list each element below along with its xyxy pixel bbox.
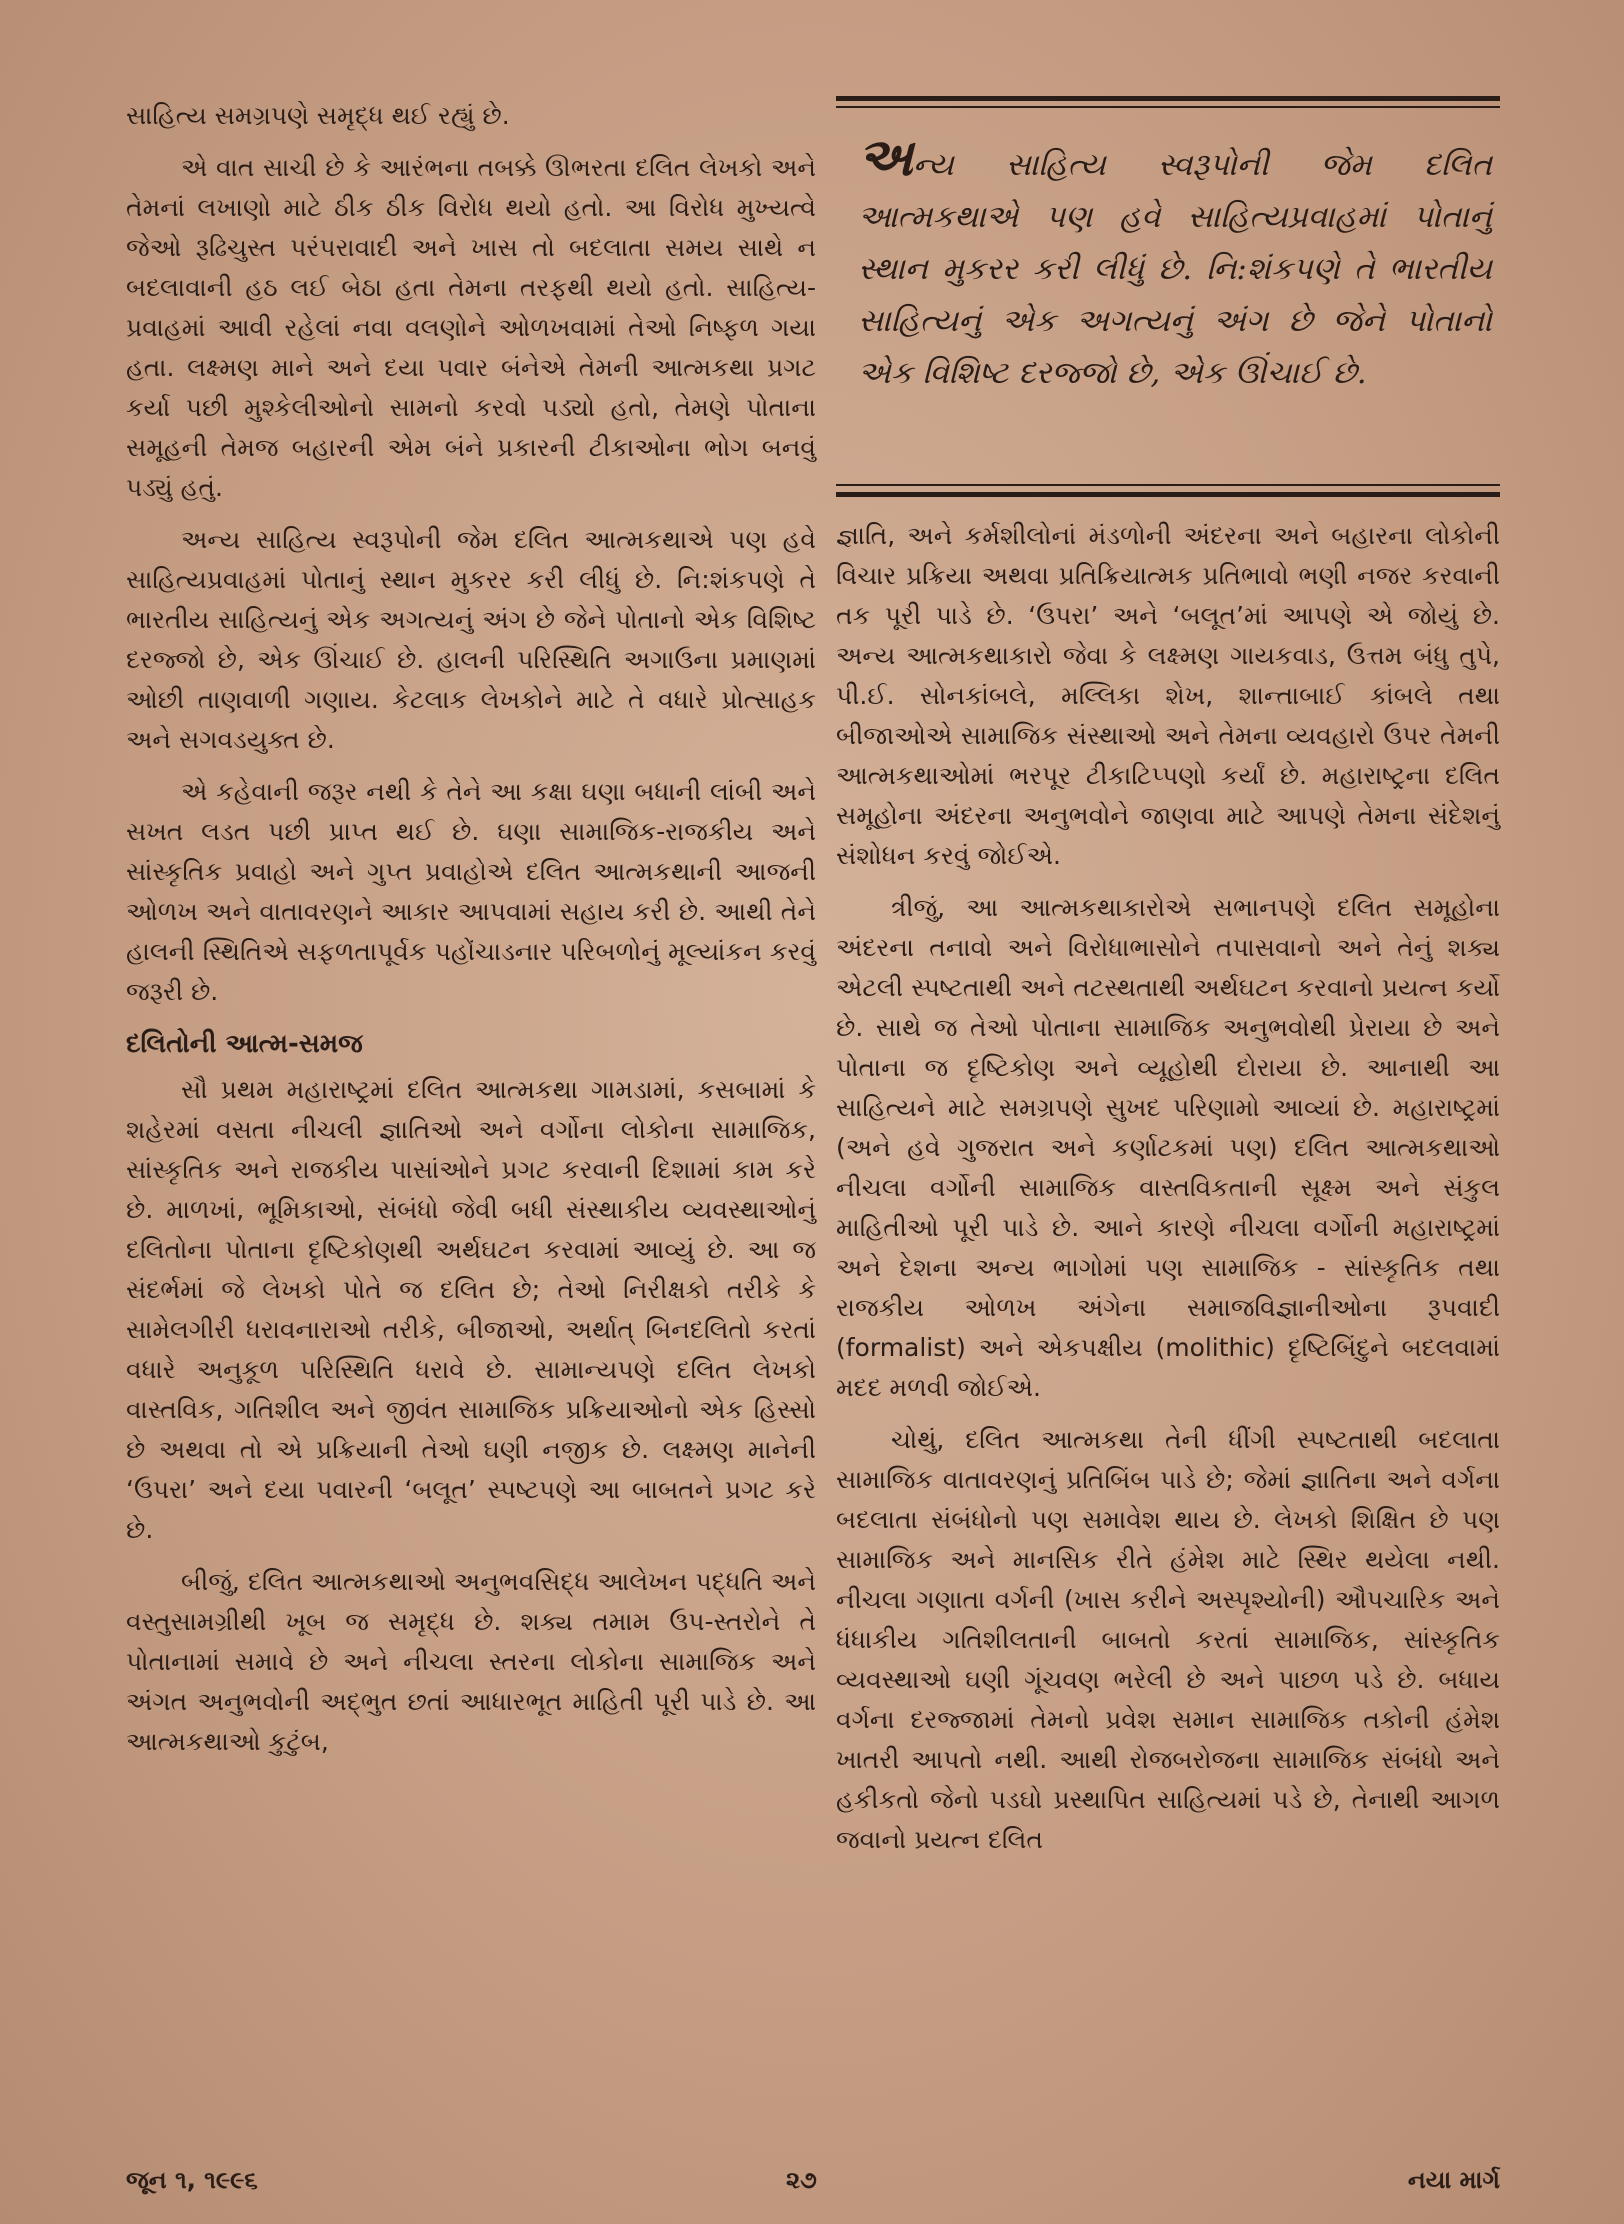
paragraph: જ્ઞાતિ, અને કર્મશીલોનાં મંડળોની અંદરના અને બહારના લોકોની વિચાર પ્રક્રિયા અથવા પ્રતિક્રિયાત્મક પ્રતિભાવો ભણી નજર કરવાની તક પૂરી પાડે છે. ‘ઉપરા’ અને ‘બલૂત’માં આપણે એ જોયું છે. અન્ય આત્મકથાકારો જેવા કે લક્ષ્મણ ગાયકવાડ, ઉત્તમ બંધુ તુપે, પી.ઈ. સોનકાંબલે, મલ્લિકા શેખ, શાન્તાબાઈ કાંબલે તથા બીજાઓએ સામાજિક સંસ્થાઓ અને તેમના વ્યવહારો ઉપર તેમની આત્મકથાઓમાં ભરપૂર ટીકાટિપ્પણો કર્યાં છે. મહારાષ્ટ્રના દલિત સમૂહોના અંદરના અનુભવોને જાણવા માટે આપણે તેમના સંદેશનું સંશોધન કરવું જોઈએ. xyxy=(836,521,1500,870)
paragraph: ચોથું, દલિત આત્મકથા તેની ધીંગી સ્પષ્ટતાથી બદલાતા સામાજિક વાતાવરણનું પ્રતિબિંબ પાડે છે; જેમાં જ્ઞાતિના અને વર્ગના બદલાતા સંબંધોનો પણ સમાવેશ થાય છે. લેખકો શિક્ષિત છે પણ સામાજિક અને માનસિક રીતે હંમેશ માટે સ્થિર થયેલા નથી. નીચલા ગણાતા વર્ગની (ખાસ કરીને અસ્પૃશ્યોની) ઔપચારિક અને ધંધાકીય ગતિશીલતાની બાબતો કરતાં સામાજિક, સાંસ્કૃતિક વ્યવસ્થાઓ ઘણી ગૂંચવણ ભરેલી છે અને પાછળ પડે છે. બધાય વર્ગના દરજ્જામાં તેમનો પ્રવેશ સમાન સામાજિક તકોની હંમેશ ખાતરી આપતો નથી. આથી રોજબરોજના સામાજિક સંબંધો અને હકીકતો જેનો પડઘો પ્રસ્થાપિત સાહિત્યમાં પડે છે, તેનાથી આગળ જવાનો પ્રયત્ન દલિત xyxy=(836,1425,1500,1854)
pullquote-top-rule-thin xyxy=(836,106,1500,108)
paragraph: એ વાત સાચી છે કે આરંભના તબક્કે ઊભરતા દલિત લેખકો અને તેમનાં લખાણો માટે ઠીક ઠીક વિરોધ થયો હતો. આ વિરોધ મુખ્યત્વે જેઓ રૂઢિચુસ્ત પરંપરાવાદી અને ખાસ તો બદલાતા સમય સાથે ન બદલાવાની હઠ લઈ બેઠા હતા તેમના તરફથી થયો હતો. સાહિત્ય-પ્રવાહમાં આવી રહેલાં નવા વલણોને ઓળખવામાં તેઓ નિષ્ફળ ગયા હતા. લક્ષ્મણ માને અને દયા પવાર બંનેએ તેમની આત્મકથા પ્રગટ કર્યા પછી મુશ્કેલીઓનો સામનો કરવો પડ્યો હતો, તેમણે પોતાના સમૂહની તેમજ બહારની એમ બંને પ્રકારની ટીકાઓના ભોગ બનવું પડ્યું હતું. xyxy=(126,153,816,502)
paragraph: અન્ય સાહિત્ય સ્વરૂપોની જેમ દલિત આત્મકથાએ પણ હવે સાહિત્યપ્રવાહમાં પોતાનું સ્થાન મુકરર કરી લીધું છે. નિ:શંકપણે તે ભારતીય સાહિત્યનું એક અગત્યનું અંગ છે જેને પોતાનો એક વિશિષ્ટ દરજ્જો છે, એક ઊંચાઈ છે. હાલની પરિસ્થિતિ અગાઉના પ્રમાણમાં ઓછી તાણવાળી ગણાય. કેટલાક લેખકોને માટે તે વધારે પ્રોત્સાહક અને સગવડયુક્ત છે. xyxy=(126,525,816,754)
section-subheading: દલિતોની આત્મ-સમજ xyxy=(126,1029,363,1059)
paragraph: એ કહેવાની જરૂર નથી કે તેને આ કક્ષા ઘણા બધાની લાંબી અને સખત લડત પછી પ્રાપ્ત થઈ છે. ઘણા સામાજિક-રાજકીય અને સાંસ્કૃતિક પ્રવાહો અને ગુપ્ત પ્રવાહોએ દલિત આત્મકથાની આજની ઓળખ અને વાતાવરણને આકાર આપવામાં સહાય કરી છે. આથી તેને હાલની સ્થિતિએ સફળતાપૂર્વક પહોંચાડનાર પરિબળોનું મૂલ્યાંકન કરવું જરૂરી છે. xyxy=(126,777,816,1006)
left-column xyxy=(126,96,816,1774)
pullquote xyxy=(858,127,1492,399)
page-number: ૨૭ xyxy=(786,2166,817,2194)
pullquote-dropcap: અ xyxy=(858,127,913,188)
paragraph: ત્રીજું, આ આત્મકથાકારોએ સભાનપણે દલિત સમૂહોના અંદરના તનાવો અને વિરોધાભાસોને તપાસવાનો અને તેનું શક્ય એટલી સ્પષ્ટતાથી અને તટસ્થતાથી અર્થઘટન કરવાનો પ્રયત્ન કર્યો છે. સાથે જ તેઓ પોતાના સામાજિક અનુભવોથી પ્રેરાયા છે અને પોતાના જ દૃષ્ટિકોણ અને વ્યૂહોથી દોરાયા છે. આનાથી આ સાહિત્યને માટે સમગ્રપણે સુખદ પરિણામો આવ્યાં છે. મહારાષ્ટ્રમાં (અને હવે ગુજરાત અને કર્ણાટકમાં પણ) દલિત આત્મકથાઓ નીચલા વર્ગોની સામાજિક વાસ્તવિકતાની સૂક્ષ્મ અને સંકુલ માહિતીઓ પૂરી પાડે છે. આને કારણે નીચલા વર્ગોની મહારાષ્ટ્રમાં અને દેશના અન્ય ભાગોમાં પણ સામાજિક - સાંસ્કૃતિક તથા રાજકીય ઓળખ અંગેના સમાજવિજ્ઞાનીઓના રૂપવાદી (formalist) અને એકપક્ષીય (molithic) દૃષ્ટિબિંદુને બદલવામાં મદદ મળવી જોઈએ. xyxy=(836,893,1500,1402)
paragraph: સાહિત્ય સમગ્રપણે સમૃદ્ધ થઈ રહ્યું છે. xyxy=(126,101,510,130)
pullquote-bottom-rule xyxy=(836,492,1500,497)
page-footer xyxy=(126,2166,1500,2206)
issue-date: જૂન ૧, ૧૯૯૬ xyxy=(126,2166,258,2194)
pullquote-top-rule xyxy=(836,96,1500,101)
journal-name: નયા માર્ગ xyxy=(1407,2166,1500,2194)
paragraph: સૌ પ્રથમ મહારાષ્ટ્રમાં દલિત આત્મકથા ગામડામાં, કસબામાં કે શહેરમાં વસતા નીચલી જ્ઞાતિઓ અને વર્ગોના લોકોના સામાજિક, સાંસ્કૃતિક અને રાજકીય પાસાંઓને પ્રગટ કરવાની દિશામાં કામ કરે છે. માળખાં, ભૂમિકાઓ, સંબંધો જેવી બધી સંસ્થાકીય વ્યવસ્થાઓનું દલિતોના પોતાના દૃષ્ટિકોણથી અર્થઘટન કરવામાં આવ્યું છે. આ જ સંદર્ભમાં જે લેખકો પોતે જ દલિત છે; તેઓ નિરીક્ષકો તરીકે કે સામેલગીરી ધરાવનારાઓ તરીકે, બીજાઓ, અર્થાત્ બિનદલિતો કરતાં વધારે અનુકૂળ પરિસ્થિતિ ધરાવે છે. સામાન્યપણે દલિત લેખકો વાસ્તવિક, ગતિશીલ અને જીવંત સામાજિક પ્રક્રિયાઓનો એક હિસ્સો છે અથવા તો એ પ્રક્રિયાની તેઓ ઘણી નજીક છે. લક્ષ્મણ માનેની ‘ઉપરા’ અને દયા પવારની ‘બલૂત’ સ્પષ્ટપણે આ બાબતને પ્રગટ કરે છે. xyxy=(126,1075,816,1544)
pullquote-bottom-rule-thin xyxy=(836,484,1500,486)
right-column xyxy=(836,516,1500,1872)
pullquote-text: ન્ય સાહિત્ય સ્વરૂપોની જેમ દલિત આત્મકથાએ પણ હવે સાહિત્યપ્રવાહમાં પોતાનું સ્થાન મુકરર કરી લીધું છે. નિ:શંકપણે તે ભારતીય સાહિત્યનું એક અગત્યનું અંગ છે જેને પોતાનો એક વિશિષ્ટ દરજ્જો છે, એક ઊંચાઈ છે. xyxy=(858,147,1492,391)
paragraph: બીજું, દલિત આત્મકથાઓ અનુભવસિદ્ધ આલેખન પદ્ધતિ અને વસ્તુસામગ્રીથી ખૂબ જ સમૃદ્ધ છે. શક્ય તમામ ઉપ-સ્તરોને તે પોતાનામાં સમાવે છે અને નીચલા સ્તરના લોકોના સામાજિક અને અંગત અનુભવોની અદ્ભુત છતાં આધારભૂત માહિતી પૂરી પાડે છે. આ આત્મકથાઓ કુટુંબ, xyxy=(126,1567,816,1756)
